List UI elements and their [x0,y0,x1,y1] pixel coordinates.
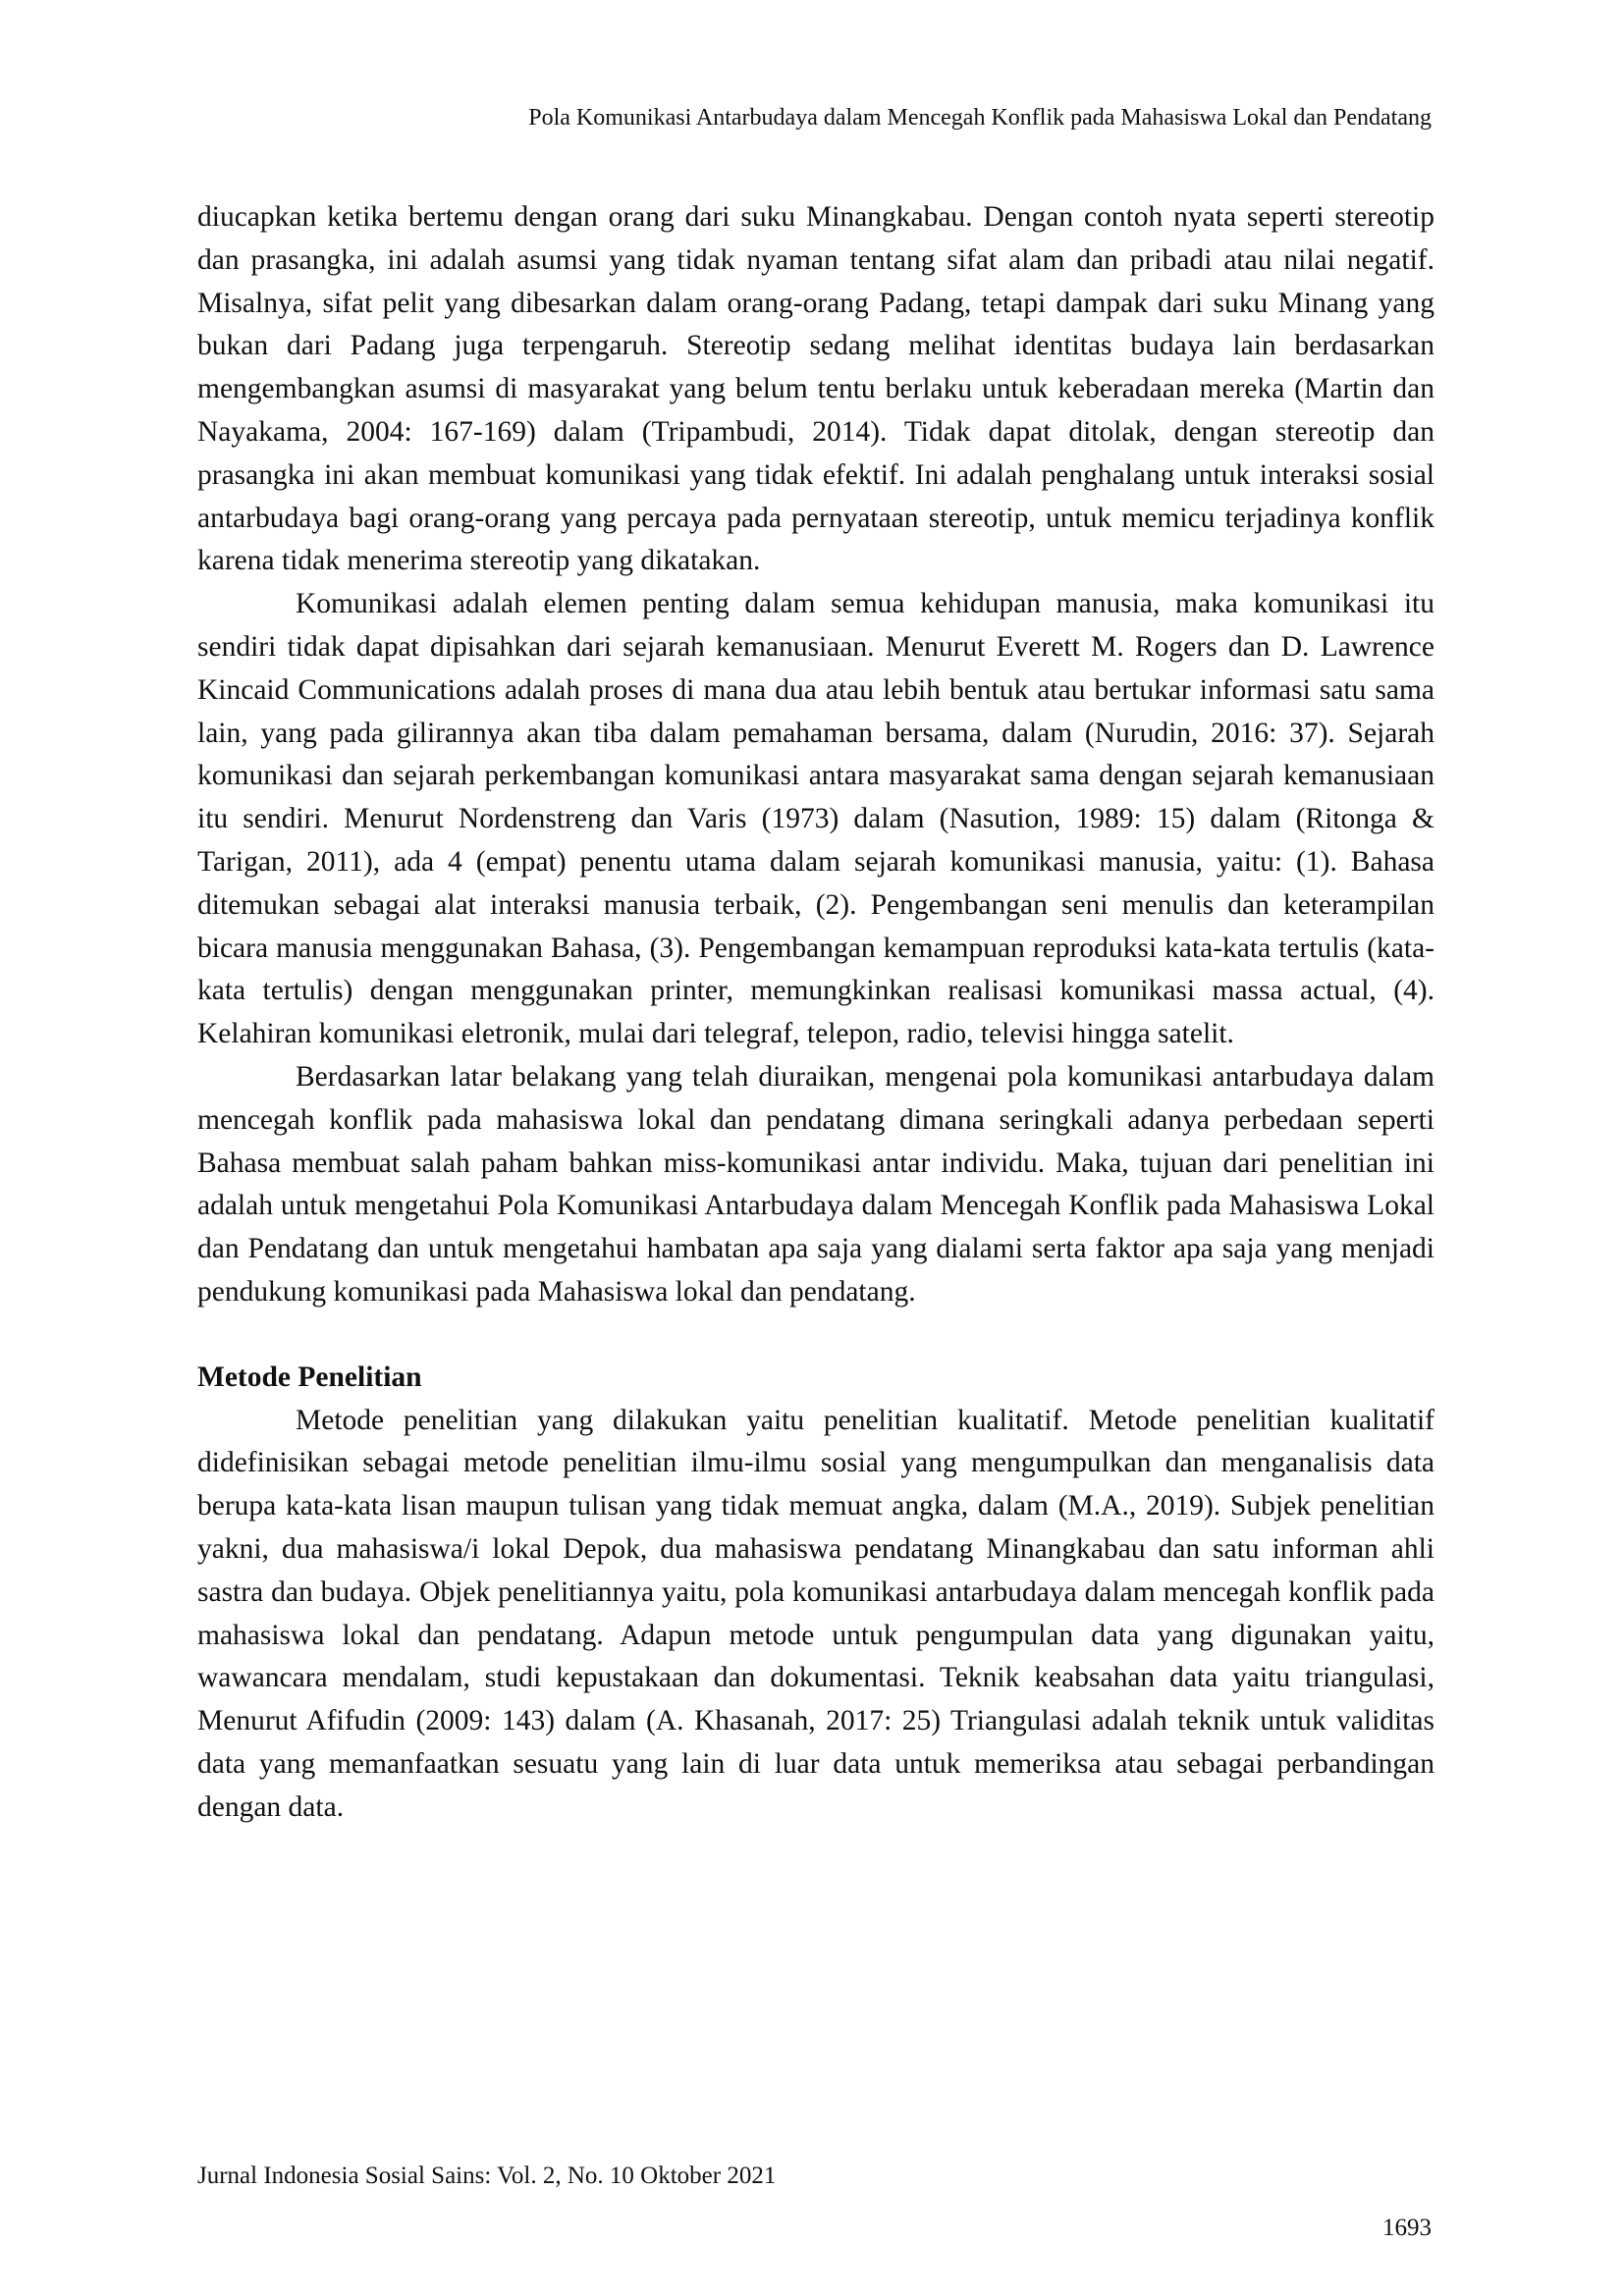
page-number: 1693 [1382,2215,1432,2241]
article-body [197,196,1435,1829]
running-header: Pola Komunikasi Antarbudaya dalam Mencegah Konflik pada Mahasiswa Lokal dan Pendatang [528,105,1432,131]
paragraph-research-purpose: Berdasarkan latar belakang yang telah diuraikan, mengenai pola komunikasi antarbudaya dalam mencegah konflik pada mahasiswa lokal dan pendatang dimana seringkali adanya perbedaan seperti Bahasa membuat salah paham bahkan miss-komunikasi antar individu. Maka, tujuan dari penelitian ini adalah untuk mengetahui Pola Komunikasi Antarbudaya dalam Mencegah Konflik pada Mahasiswa Lokal dan Pendatang dan untuk mengetahui hambatan apa saja yang dialami serta faktor apa saja yang menjadi pendukung komunikasi pada Mahasiswa lokal dan pendatang. [197,1060,1435,1308]
paragraph-communication-history: Komunikasi adalah elemen penting dalam semua kehidupan manusia, maka komunikasi itu sendiri tidak dapat dipisahkan dari sejarah kemanusiaan. Menurut Everett M. Rogers dan D. Lawrence Kincaid Communications adalah proses di mana dua atau lebih bentuk atau bertukar informasi satu sama lain, yang pada gilirannya akan tiba dalam pemahaman bersama, dalam (Nurudin, 2016: 37). Sejarah komunikasi dan sejarah perkembangan komunikasi antara masyarakat sama dengan sejarah kemanusiaan itu sendiri. Menurut Nordenstreng dan Varis (1973) dalam (Nasution, 1989: 15) dalam (Ritonga & Tarigan, 2011), ada 4 (empat) penentu utama dalam sejarah komunikasi manusia, yaitu: (1). Bahasa ditemukan sebagai alat interaksi manusia terbaik, (2). Pengembangan seni menulis dan keterampilan bicara manusia menggunakan Bahasa, (3). Pengembangan kemampuan reproduksi kata-kata tertulis (kata-kata tertulis) dengan menggunakan printer, memungkinkan realisasi komunikasi massa actual, (4). Kelahiran komunikasi eletronik, mulai dari telegraf, telepon, radio, televisi hingga satelit. [197,588,1435,1050]
footer-journal-citation: Jurnal Indonesia Sosial Sains: Vol. 2, No. 10 Oktober 2021 [197,2163,777,2189]
section-heading-methods: Metode Penelitian [197,1361,422,1393]
paragraph-stereotype: diucapkan ketika bertemu dengan orang dari suku Minangkabau. Dengan contoh nyata seperti stereotip dan prasangka, ini adalah asumsi yang tidak nyaman tentang sifat alam dan pribadi atau nilai negatif. Misalnya, sifat pelit yang dibesarkan dalam orang-orang Padang, tetapi dampak dari suku Minang yang bukan dari Padang juga terpengaruh. Stereotip sedang melihat identitas budaya lain berdasarkan mengembangkan asumsi di masyarakat yang belum tentu berlaku untuk keberadaan mereka (Martin dan Nayakama, 2004: 167-169) dalam (Tripambudi, 2014). Tidak dapat ditolak, dengan stereotip dan prasangka ini akan membuat komunikasi yang tidak efektif. Ini adalah penghalang untuk interaksi sosial antarbudaya bagi orang-orang yang percaya pada pernyataan stereotip, untuk memicu terjadinya konflik karena tidak menerima stereotip yang dikatakan. [197,201,1435,577]
paragraph-methods: Metode penelitian yang dilakukan yaitu penelitian kualitatif. Metode penelitian kualitatif didefinisikan sebagai metode penelitian ilmu-ilmu sosial yang mengumpulkan dan menganalisis data berupa kata-kata lisan maupun tulisan yang tidak memuat angka, dalam (M.A., 2019). Subjek penelitian yakni, dua mahasiswa/i lokal Depok, dua mahasiswa pendatang Minangkabau dan satu informan ahli sastra dan budaya. Objek penelitiannya yaitu, pola komunikasi antarbudaya dalam mencegah konflik pada mahasiswa lokal dan pendatang. Adapun metode untuk pengumpulan data yang digunakan yaitu, wawancara mendalam, studi kepustakaan dan dokumentasi. Teknik keabsahan data yaitu triangulasi, Menurut Afifudin (2009: 143) dalam (A. Khasanah, 2017: 25) Triangulasi adalah teknik untuk validitas data yang memanfaatkan sesuatu yang lain di luar data untuk memeriksa atau sebagai perbandingan dengan data. [197,1404,1435,1823]
